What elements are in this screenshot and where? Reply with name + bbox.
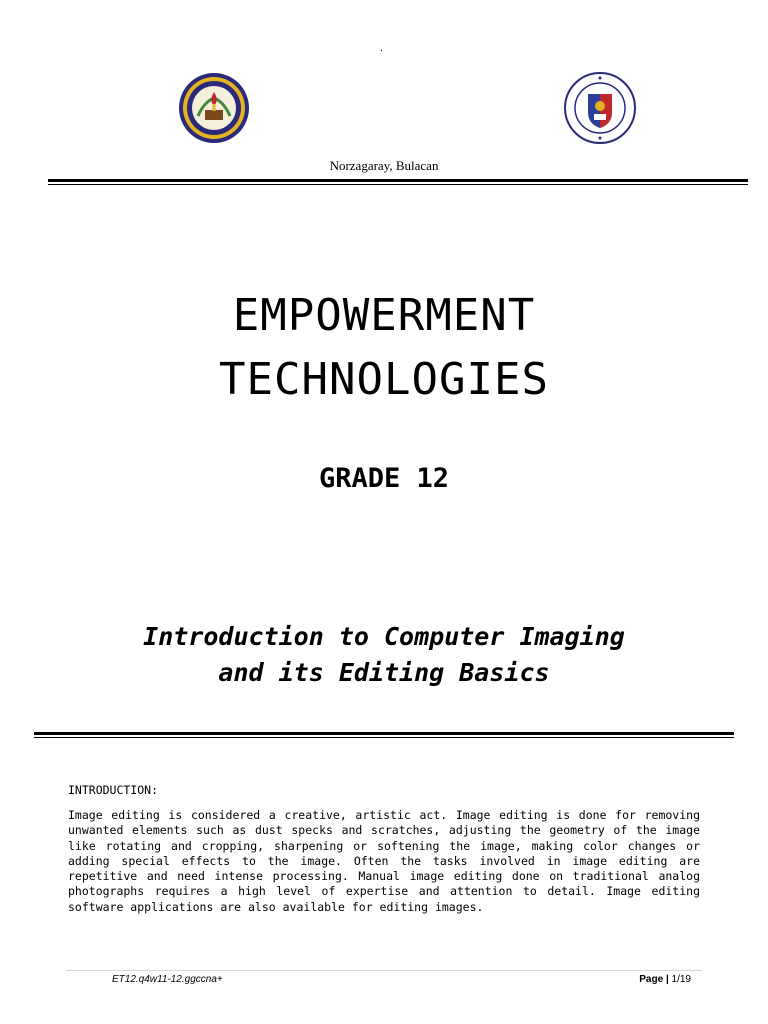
- introduction-heading: INTRODUCTION:: [68, 783, 159, 797]
- page-number: 1/19: [671, 974, 691, 985]
- footer-module-code: ET12.q4w11-12.ggccna+: [112, 974, 223, 985]
- title-line-2: TECHNOLOGIES: [219, 354, 549, 405]
- title-line-1: EMPOWERMENT: [232, 290, 536, 341]
- page-separator: |: [665, 974, 669, 985]
- grade-level: GRADE 12: [318, 463, 450, 494]
- footer-divider: [66, 970, 702, 971]
- top-divider: [48, 179, 748, 185]
- subtitle-line-2: and its Editing Basics: [218, 658, 550, 687]
- subtitle-line-1: Introduction to Computer Imaging: [143, 622, 625, 651]
- header-dot: .: [380, 40, 383, 54]
- page-label: Page: [639, 974, 664, 985]
- school-location: Norzagaray, Bulacan: [329, 158, 439, 173]
- introduction-body: Image editing is considered a creative, artistic act. Image editing is done for removing unwanted elements such as dust specks and scratches, adjusting the geometry of the image like rotating and cropping, sharpening or softening the image, making color changes or adding special effects to the image. Often the tasks involved in image editing are repetitive and need intense processing. Manual image editing done on traditional analog photographs requires a high level of expertise and attention to detail. Image editing software applications are also available for editing images.: [68, 808, 700, 914]
- footer-page-indicator: [600, 974, 691, 985]
- school-seal-logo: [178, 72, 250, 144]
- deped-seal-logo: [564, 72, 636, 144]
- bottom-divider: [34, 732, 734, 738]
